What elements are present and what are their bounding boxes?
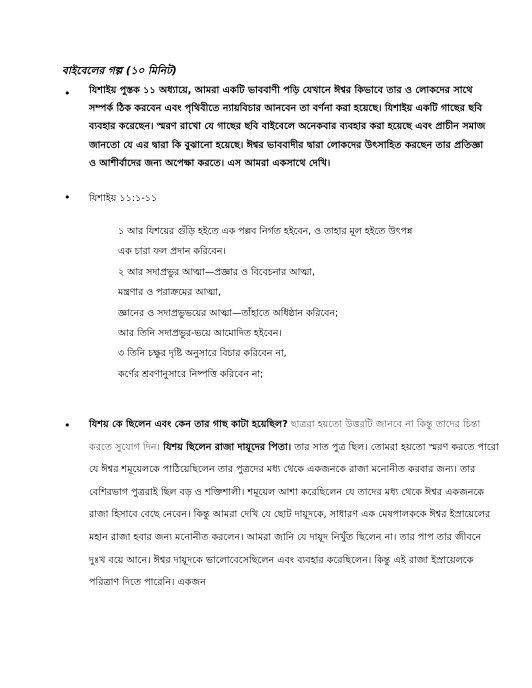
scripture-passage <box>118 222 498 385</box>
bullet-marker: • <box>64 191 71 204</box>
verse-line: জ্ঞানের ও সদাপ্রভুভয়ের আত্মা—তাঁহাতে অধিষ্ঠান করিবেন; <box>118 307 339 319</box>
verse-line: এক চারা ফল প্রদান করিবেন। <box>118 246 226 258</box>
bullet-marker: • <box>64 419 71 432</box>
verse-line: ২ আর সদাপ্রভুর আত্মা—প্রজ্ঞার ও বিবেচনার আত্মা, <box>118 266 315 278</box>
intro-paragraph: যিশাইয় পুস্তক ১১ অধ্যায়ে, আমরা একটি ভাববাণী পড়ি যেখানে ঈশ্বর কিভাবে তার ও লোকদের সাথে সম্পর্ক ঠিক করবেন এবং পৃথিবীতে ন্যায়বিচার আনবেন তা বর্ণনা করা হয়েছে। যিশাইয় একটি গাছের ছবি ব্যবহার করেছেন। স্মরণ রাখো যে গাছের ছবি বাইবেলে অনেকবার ব্যবহার করা হয়েছে এবং প্রাচীন সমাজ জানতো যে এর দ্বারা কি বুঝানো হয়েছে। ঈশ্বর ভাববাদীর দ্বারা লোকদের উৎসাহিত করছেন তার প্রতিজ্ঞা ও আশীর্বাদের জন্য অপেক্ষা করতে। এস আমরা একসাথে দেখি। <box>89 85 486 169</box>
verse-line: ১ আর যিশয়ের গুঁড়ি হইতে এক পল্লব নির্গত হইবেন, ও তাহার মূল হইতে উৎপন্ন <box>118 226 413 237</box>
verse-line: আর তিনি সদাপ্রভুর-ভয়ে আমোদিত হইবেন। <box>118 328 282 340</box>
story-body: তার সাত পুত্র ছিল। তোমরা হয়তো স্মরণ করতে পারো যে ঈশ্বর শমূয়েলকে পাঠিয়েছিলেন তার পুত্রদের মধ্য থেকে একজনকে রাজা মনোনীত করবার জন্য। তার বেশিরভাগ পুত্ররাই ছিল বড় ও শক্তিশালী। শমূয়েল আশা করেছিলেন যে তাদের মধ্য থেকে ঈশ্বর একজনকে রাজা হিসাবে বেছে নেবেন। কিন্তু আমরা দেখি যে ছোট দায়ূদকে, সাধারণ এক মেষপালককে ঈশ্বর ইস্রায়েলের মহান রাজা হবার জন্য মনোনীত করলেন। আমরা জানি যে দায়ূদ নিখুঁত ছিলেন না। তার পাপ তার জীবনে দুঃখ বয়ে আনে। ঈশ্বর দায়ূদকে ভালোবেসেছিলেন এবং ব্যবহার করেছিলেন। কিন্তু এই রাজা ইস্রায়েলকে পরিত্রাণ দিতে পারেনি। একজন <box>89 441 499 589</box>
discussion-question: যিশয় কে ছিলেন এবং কেন তার গাছ কাটা হয়েছিল? <box>89 419 288 430</box>
story-paragraph <box>89 414 499 595</box>
bullet-marker: • <box>64 87 71 100</box>
teacher-note: ছাত্ররা হয়তো উত্তরটি জানবে না কিন্তু তাদের চিন্তা করতে সুযোগ দিন। <box>89 419 481 453</box>
verse-line: মন্ত্রণার ও পরাক্রমের আত্মা, <box>118 287 221 299</box>
verse-line: ৩ তিনি চক্ষুর দৃষ্টি অনুসারে বিচার করিবেন না, <box>118 348 287 360</box>
verse-line: কর্ণের শ্রবণানুসারে নিষ্পত্তি করিবেন না; <box>118 368 264 380</box>
scripture-reference: যিশাইয় ১১:১-১১ <box>89 193 158 204</box>
answer-text: যিশয় ছিলেন রাজা দায়ূদের পিতা। <box>159 441 292 453</box>
section-heading: বাইবেলের গল্প (১০ মিনিট) <box>62 65 177 77</box>
